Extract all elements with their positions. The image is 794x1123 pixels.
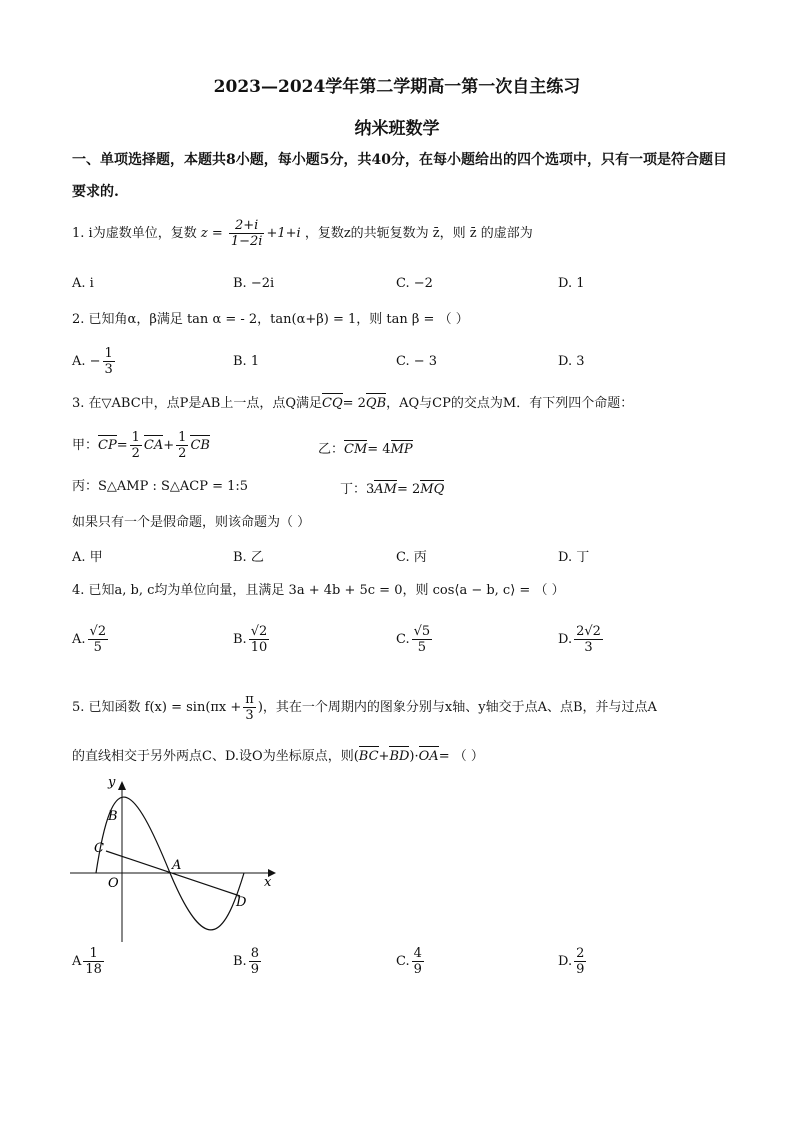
q5-optd-fraction <box>574 946 586 977</box>
q4-optc-fraction <box>412 624 433 655</box>
q5-optd-label: D. <box>558 954 573 969</box>
q4-optc-den: 5 <box>417 640 427 655</box>
q3-proposition-ding <box>340 478 444 497</box>
question-1-stem <box>72 218 533 249</box>
q4-option-d[interactable] <box>558 624 605 655</box>
q4-opta-num: √2 <box>89 624 107 639</box>
q5-line2-a: 的直线相交于另外两点C、D.设O为坐标原点，则( <box>72 749 359 764</box>
q4-option-a[interactable] <box>72 624 110 655</box>
half-den-1: 2 <box>131 446 140 461</box>
section-heading: 一、单项选择题，本题共8小题，每小题5分，共40分，在每小题给出的四个选项中，只有一项是符合题目要求的. <box>72 152 727 200</box>
q5-opta-num: 1 <box>83 946 104 962</box>
label-B: B <box>108 809 118 824</box>
q2-option-a-prefix: A. − <box>72 354 101 369</box>
q1-fraction <box>229 218 265 249</box>
q4-opta-label: A. <box>72 632 86 647</box>
q1-option-d[interactable]: D. 1 <box>558 276 585 291</box>
q3-proposition-jia <box>72 430 210 461</box>
q3-eq-half: = <box>116 438 128 453</box>
pi-den: 3 <box>245 708 254 723</box>
vector-CM: CM <box>344 442 368 457</box>
vector-CQ: CQ <box>322 396 343 411</box>
q1-option-c[interactable]: C. −2 <box>396 276 433 291</box>
q3-stem-b: ，AQ与CP的交点为M．有下列四个命题： <box>386 396 634 411</box>
q2-option-a[interactable] <box>72 346 117 377</box>
q3-ding-label: 丁：3 <box>340 482 375 497</box>
pi-third-fraction <box>243 692 256 723</box>
q5-option-a[interactable] <box>72 946 106 977</box>
q3-option-b[interactable]: B. 乙 <box>233 550 264 565</box>
question-3-stem <box>72 395 633 413</box>
vector-CP: CP <box>98 438 117 453</box>
q3-option-c[interactable]: C. 丙 <box>396 550 427 565</box>
q2-option-b[interactable]: B. 1 <box>233 354 260 369</box>
vector-CA: CA <box>143 438 164 453</box>
q2-option-c[interactable]: C. − 3 <box>396 354 438 369</box>
half-fraction-1 <box>130 430 142 461</box>
q3-option-d[interactable]: D. 丁 <box>558 550 590 565</box>
q5-line2-b: )· <box>409 749 419 764</box>
q2-option-a-fraction <box>103 346 115 377</box>
q5-optb-num: 8 <box>250 946 259 961</box>
vector-BC: BC <box>358 749 379 764</box>
vector-AM: AM <box>374 482 397 497</box>
question-5-stem-line2 <box>72 748 484 766</box>
q1-frac-num: 2+i <box>229 218 265 234</box>
question-2-stem: 2. 已知角α，β满足 tan α = - 2，tan(α+β) = 1，则 tan β = （ ） <box>72 312 469 327</box>
q3-eq-4: = 4 <box>367 442 391 457</box>
q3-eq-2b: = 2 <box>396 482 421 497</box>
q5-option-c[interactable] <box>396 946 426 977</box>
half-fraction-2 <box>176 430 188 461</box>
vector-OA: OA <box>418 749 439 764</box>
q4-opta-fraction <box>88 624 109 655</box>
q4-optd-fraction <box>574 624 603 655</box>
q4-opta-den: 5 <box>93 640 102 655</box>
q1-z-eq: z = <box>200 226 223 241</box>
q3-option-a[interactable]: A. 甲 <box>72 550 103 565</box>
q5-opta-den: 18 <box>85 962 102 977</box>
q4-optd-label: D. <box>558 632 573 647</box>
q5-optd-num: 2 <box>576 946 585 961</box>
question-5-stem-line1 <box>72 692 657 723</box>
sine-curve <box>96 797 244 930</box>
q5-optc-den: 9 <box>413 962 422 977</box>
q5-optb-fraction <box>249 946 261 977</box>
q4-optb-den: 10 <box>250 640 268 655</box>
q1-prefix: 1. i为虚数单位，复数 <box>72 226 197 241</box>
q5-option-d[interactable] <box>558 946 588 977</box>
q1-suffix: ，复数z的共轭复数为 z̄，则 z̄ 的虚部为 <box>304 226 533 241</box>
q1-frac-den: 1−2i <box>230 234 263 249</box>
pi-num: π <box>245 692 254 707</box>
q5-opta-fraction <box>83 946 104 977</box>
q5-optc-num: 4 <box>413 946 422 961</box>
q5-optc-fraction <box>412 946 424 977</box>
q4-optc-num: √5 <box>413 624 431 639</box>
label-D: D <box>236 895 247 910</box>
q5-line2-c: = （ ） <box>438 749 484 764</box>
label-O: O <box>108 876 119 891</box>
q5-stem-b: )，其在一个周期内的图象分别与x轴、y轴交于点A、点B，并与过点A <box>257 700 657 715</box>
q4-option-b[interactable] <box>233 624 271 655</box>
q4-optd-num: 2√2 <box>576 624 601 639</box>
q5-option-b[interactable] <box>233 946 263 977</box>
q4-optc-label: C. <box>396 632 410 647</box>
y-axis-arrow <box>118 781 126 790</box>
document-title: 2023—2024学年第二学期高一第一次自主练习 <box>213 77 581 97</box>
q2-opta-den: 3 <box>104 362 113 377</box>
vector-MQ: MQ <box>420 482 445 497</box>
half-num-2: 1 <box>178 430 187 445</box>
label-x: x <box>264 875 272 890</box>
q5-optc-label: C. <box>396 954 410 969</box>
q2-option-d[interactable]: D. 3 <box>558 354 585 369</box>
q4-optb-num: √2 <box>250 624 268 639</box>
sine-graph-figure <box>68 772 288 948</box>
label-A: A <box>172 858 182 873</box>
vector-QB: QB <box>365 396 387 411</box>
q3-proposition-yi <box>318 438 413 457</box>
q3-eq-2: = 2 <box>342 396 366 411</box>
q2-opta-num: 1 <box>104 346 113 361</box>
vector-CB: CB <box>190 438 210 453</box>
q5-opta-label: A <box>72 954 82 969</box>
document-subtitle: 纳米班数学 <box>354 119 440 139</box>
question-4-stem: 4. 已知a, b, c均为单位向量，且满足 3a + 4b + 5c = 0，则 cos⟨a − b, c⟩ = （ ） <box>72 583 565 598</box>
q5-stem-a: 5. 已知函数 f(x) = sin(πx + <box>72 700 242 715</box>
q3-ask: 如果只有一个是假命题，则该命题为（ ） <box>72 515 311 530</box>
half-num-1: 1 <box>131 430 140 445</box>
q5-optb-label: B. <box>233 954 247 969</box>
q4-option-c[interactable] <box>396 624 434 655</box>
q4-optb-fraction <box>249 624 270 655</box>
q3-jia-label: 甲： <box>72 438 99 453</box>
q5-plus: + <box>378 749 390 764</box>
q3-yi-label: 乙： <box>318 442 345 457</box>
vector-BD: BD <box>389 749 410 764</box>
half-den-2: 2 <box>178 446 187 461</box>
q5-optb-den: 9 <box>250 962 259 977</box>
q5-optd-den: 9 <box>576 962 585 977</box>
q4-optd-den: 3 <box>584 640 593 655</box>
vector-MP: MP <box>390 442 413 457</box>
q3-plus: + <box>163 438 175 453</box>
q3-stem-a: 3. 在▽ABC中，点P是AB上一点，点Q满足 <box>72 396 323 411</box>
q1-option-a[interactable]: A. i <box>72 276 94 291</box>
q1-option-b[interactable]: B. −2i <box>233 276 275 291</box>
q1-tail: +1+i <box>266 226 301 241</box>
label-y: y <box>108 775 116 790</box>
q3-proposition-bing: 丙：S△AMP : S△ACP = 1:5 <box>72 479 249 494</box>
label-C: C <box>94 841 104 856</box>
q4-optb-label: B. <box>233 632 247 647</box>
